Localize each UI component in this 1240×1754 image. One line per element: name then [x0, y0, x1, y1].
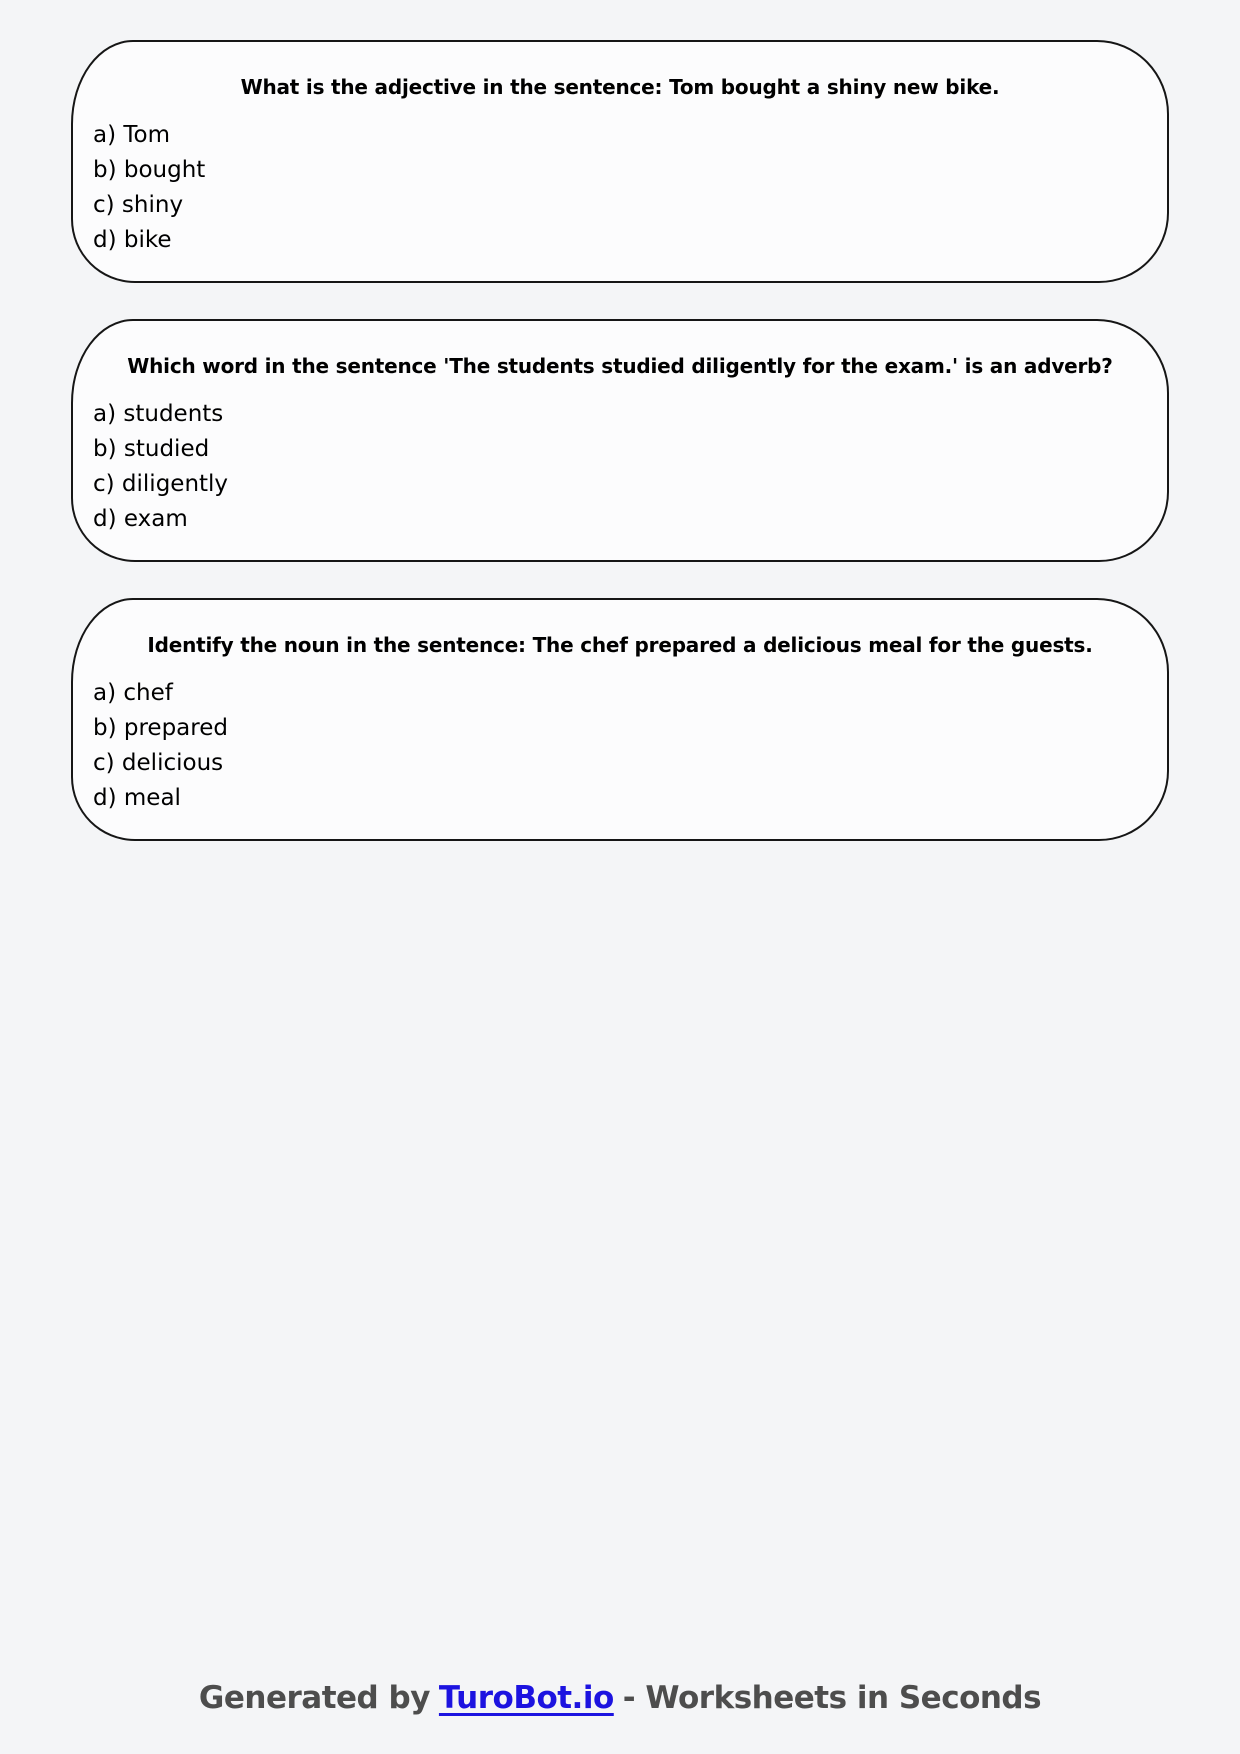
option-item: b) studied [93, 436, 210, 462]
footer [0, 1680, 1240, 1716]
option-item: d) bike [93, 227, 172, 253]
question-card [71, 40, 1169, 283]
option-item: c) delicious [93, 750, 224, 776]
footer-generated-text: Generated by [198, 1680, 430, 1716]
option-item: a) students [93, 401, 224, 427]
option-item: c) diligently [93, 471, 229, 497]
option-item: a) chef [93, 680, 173, 706]
question-card [71, 319, 1169, 562]
options-list [93, 676, 1137, 816]
option-item: d) meal [93, 785, 181, 811]
option-item: b) prepared [93, 715, 228, 741]
question-title: What is the adjective in the sentence: Tom bought a shiny new bike. [240, 75, 1000, 99]
options-list [93, 397, 1137, 537]
option-item: d) exam [93, 506, 188, 532]
option-item: b) bought [93, 157, 206, 183]
question-card [71, 598, 1169, 841]
question-title: Identify the noun in the sentence: The chef prepared a delicious meal for the guests. [147, 633, 1093, 657]
option-item: c) shiny [93, 192, 184, 218]
footer-turobot-link[interactable]: TuroBot.io [438, 1680, 614, 1716]
question-title: Which word in the sentence 'The students studied diligently for the exam.' is an adverb? [127, 354, 1113, 378]
option-item: a) Tom [93, 122, 170, 148]
footer-tagline-text: - Worksheets in Seconds [622, 1680, 1042, 1716]
options-list [93, 118, 1137, 258]
